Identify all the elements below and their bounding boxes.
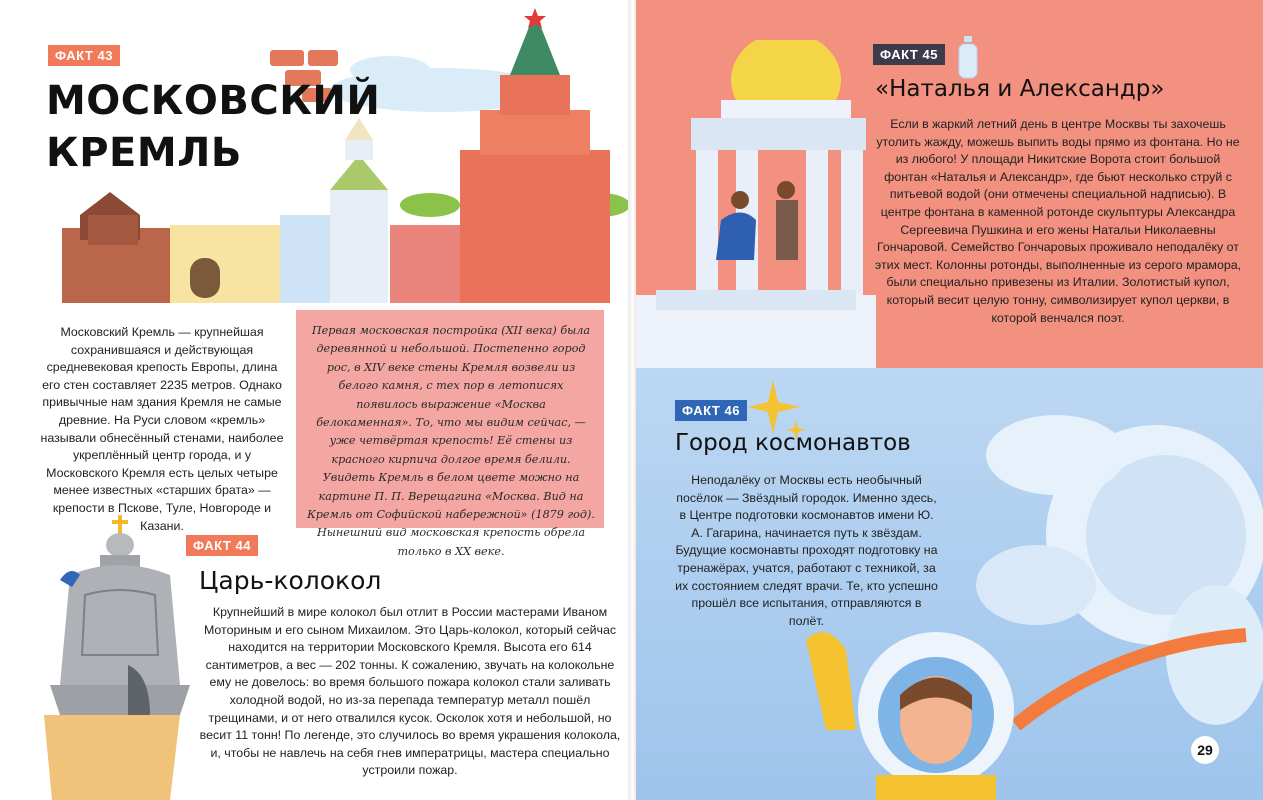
fact43-box-text: Первая московская постройка (XII века) была деревянной и небольшой. Постепенно город рос, в XIV веке стены Кремля возвели из белого камня, с тех пор в летописях появилось выражение «Москва белокаменная». То, что мы видим сейчас, — уже четвёртая крепость! Её стены из красного кирпича долгое время белили. Увидеть Кремль в белом цвете можно на картине П. П. Верещагина «Москва. Вид на Кремль от Софийской набережной» (1879 год). Нынешний вид московская крепость обрела только в XX веке. — [307, 324, 595, 558]
fact43-badge: ФАКТ 43 — [48, 45, 120, 66]
book-gutter — [628, 0, 636, 800]
fact44-badge: ФАКТ 44 — [186, 535, 258, 556]
fact43-body: Московский Кремль — крупнейшая сохранившаяся и действующая средневековая крепость Европы, длина его стен составляет 2235 метров. Однако привычные нам здания Кремля не самые древние. На Руси словом «кремль» называли обнесённый стенами, наиболее укреплённый центр города, и у Московского Кремля есть целых четыре менее известных «старших брата» — крепости в Пскове, Туле, Новгороде и Казани. — [40, 325, 284, 533]
fact46-body: Неподалёку от Москвы есть необычный посёлок — Звёздный городок. Именно здесь, в Центре подготовки космонавтов имени Ю. А. Гагарина, начинается путь к звёздам. Будущие космонавты проходят подготовку на тренажёрах, учатся, работают с техникой, за их состоянием следят врачи. Те, кто успешно прошёл все испытания, отправляются в полёт. — [675, 473, 938, 628]
fact43-title-line1: МОСКОВСКИЙ — [46, 78, 381, 124]
fact45-body: Если в жаркий летний день в центре Москвы ты захочешь утолить жажду, можешь выпить воды прямо из фонтана. Но не из любого! У площади Никитские Ворота стоит большой фонтан «Наталья и Александр», где бьют несколько струй с питьевой водой (они отмечены специальной надписью). В центре фонтана в каменной ротонде скульптуры Александра Сергеевича Пушкина и его жены Натальи Николаевны Гончаровой. Семейство Гончаровых проживало неподалёку от этих мест. Колонны ротонды, выполненные из серого мрамора, были специально привезены из Италии. Золотистый купол, который весит целую тонну, символизирует купол церкви, в которой венчался поэт. — [874, 117, 1242, 325]
tsar-bell-illustration — [30, 515, 190, 800]
rotunda-illustration — [636, 40, 876, 368]
right-page — [636, 0, 1263, 800]
fact44-title: Царь-колокол — [199, 566, 382, 595]
fact45-title: «Наталья и Александр» — [875, 76, 1165, 102]
fact44-body: Крупнейший в мире колокол был отлит в России мастерами Иваном Моториным и его сыном Михаилом. Это Царь-колокол, который сейчас находится на территории Московского Кремля. Высота его 614 сантиметров, а вес — 202 тонны. К сожалению, звучать на колокольне ему не довелось: во время большого пожара колокол стали заливать холодной водой, но из-за перепада температур металл пошёл трещинами, и от него отвалился кусок. Осколок хотя и небольшой, но весит 11 тонн! По легенде, это случилось во время украшения колокола, и, чтобы не навлечь на себя гнев императрицы, мастера специально устроили пожар. — [199, 605, 621, 778]
fact45-badge: ФАКТ 45 — [873, 44, 945, 65]
fact46-title: Город космонавтов — [675, 430, 911, 456]
fact46-badge: ФАКТ 46 — [675, 400, 747, 421]
left-page — [0, 0, 630, 800]
page-number: 29 — [1191, 736, 1219, 764]
fact43-title-line2: КРЕМЛЬ — [46, 130, 242, 176]
water-bottle-icon — [956, 36, 980, 80]
